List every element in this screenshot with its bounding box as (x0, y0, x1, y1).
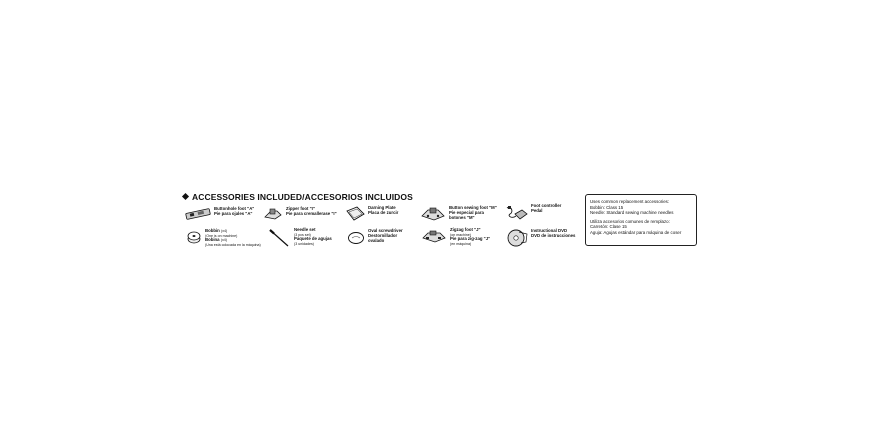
button-sewing-foot-label-en: Button sewing foot "M" (449, 205, 497, 210)
item-button-sewing-foot (420, 206, 497, 222)
foot-controller-label-en: Foot controller (531, 203, 562, 208)
foot-controller-label-es: Pedal (531, 207, 543, 213)
bobbin-note-es: (Una está colocada en la máquina) (205, 243, 261, 248)
needle-set-note-es: (3 unidades) (294, 242, 314, 247)
button-sewing-foot-icon (420, 206, 446, 222)
item-instructional-dvd (506, 229, 575, 247)
bobbin-qty-es: (x4) (220, 238, 227, 243)
oval-screwdriver-label-es: Destornillador (368, 232, 398, 238)
zipper-foot-label-en: Zipper foot "I" (286, 206, 315, 211)
bobbin-qty-en: (x4) (221, 229, 228, 233)
oval-screwdriver-icon (347, 229, 365, 245)
zipper-foot-label-es: Pie para cremallerase "I" (286, 210, 337, 216)
button-sewing-foot-label-es: Pie especial para (449, 209, 484, 215)
oval-screwdriver-label-en: Oval screwdriver (368, 228, 403, 233)
replacement-accessories-note (585, 194, 697, 246)
foot-controller-icon (506, 204, 528, 222)
instructional-dvd-icon (506, 229, 528, 247)
item-buttonhole-foot (185, 207, 254, 221)
bobbin-label-en: Bobbin (205, 228, 220, 233)
bobbin-label-es: Bobina (205, 237, 220, 243)
note-es-heading: Utiliza accesorios comunes de remplazo: (590, 218, 670, 224)
item-foot-controller (506, 204, 561, 222)
accessories-title-text: ACCESSORIES INCLUDED/ACCESORIOS INCLUIDOS (192, 192, 413, 202)
zigzag-foot-note-es: (en máquina) (450, 242, 472, 247)
item-zigzag-foot (421, 228, 490, 246)
note-en-heading: Uses common replacement accessories: (590, 199, 670, 204)
diamond-bullet-icon (182, 193, 189, 200)
buttonhole-foot-icon (185, 207, 211, 221)
zigzag-foot-note-en: (on machine) (450, 232, 471, 237)
zigzag-foot-label-en: Zigzag foot "J" (450, 227, 481, 232)
needle-set-icon (267, 228, 291, 248)
zipper-foot-icon (263, 207, 283, 221)
instructional-dvd-label-en: Instructional DVD (531, 228, 568, 233)
item-oval-screwdriver (347, 229, 403, 245)
item-darning-plate (345, 206, 398, 222)
zigzag-foot-icon (421, 228, 447, 244)
needle-set-note-en: (3 pcs set) (294, 232, 311, 237)
zigzag-foot-label-es: Pie para zig-zag "J" (450, 236, 491, 242)
instructional-dvd-label-es: DVD de instrucciones (531, 232, 576, 238)
note-en-needle: Needle: Standard sewing machine needles (590, 210, 674, 216)
button-sewing-foot-label-es-2: botones "M" (449, 214, 475, 220)
note-es-needle: Aguja: Agujas estándar para máquina de coser (590, 229, 682, 235)
needle-set-label-en: Needle set (294, 227, 316, 232)
item-zipper-foot (263, 207, 337, 221)
darning-plate-label-es: Placa de zurcir (368, 209, 399, 215)
darning-plate-label-en: Darning Plate (368, 205, 396, 210)
bobbin-icon (186, 229, 202, 245)
buttonhole-foot-label-es: Pie para ojales "A" (214, 210, 253, 216)
note-es-bobbin: Carretón: Clase 15 (590, 224, 627, 230)
darning-plate-icon (345, 206, 365, 222)
needle-set-label-es: Paquete de agujas (294, 236, 332, 242)
item-needle-set (267, 228, 332, 248)
accessories-title (183, 192, 413, 202)
bobbin-note-en: (One is on machine) (205, 233, 238, 238)
note-en-bobbin: Bobbin: Class 15 (590, 204, 624, 210)
item-bobbin (186, 229, 261, 247)
buttonhole-foot-label-en: Buttonhole foot "A" (214, 206, 255, 211)
oval-screwdriver-label-es-2: ovalado (368, 237, 385, 243)
